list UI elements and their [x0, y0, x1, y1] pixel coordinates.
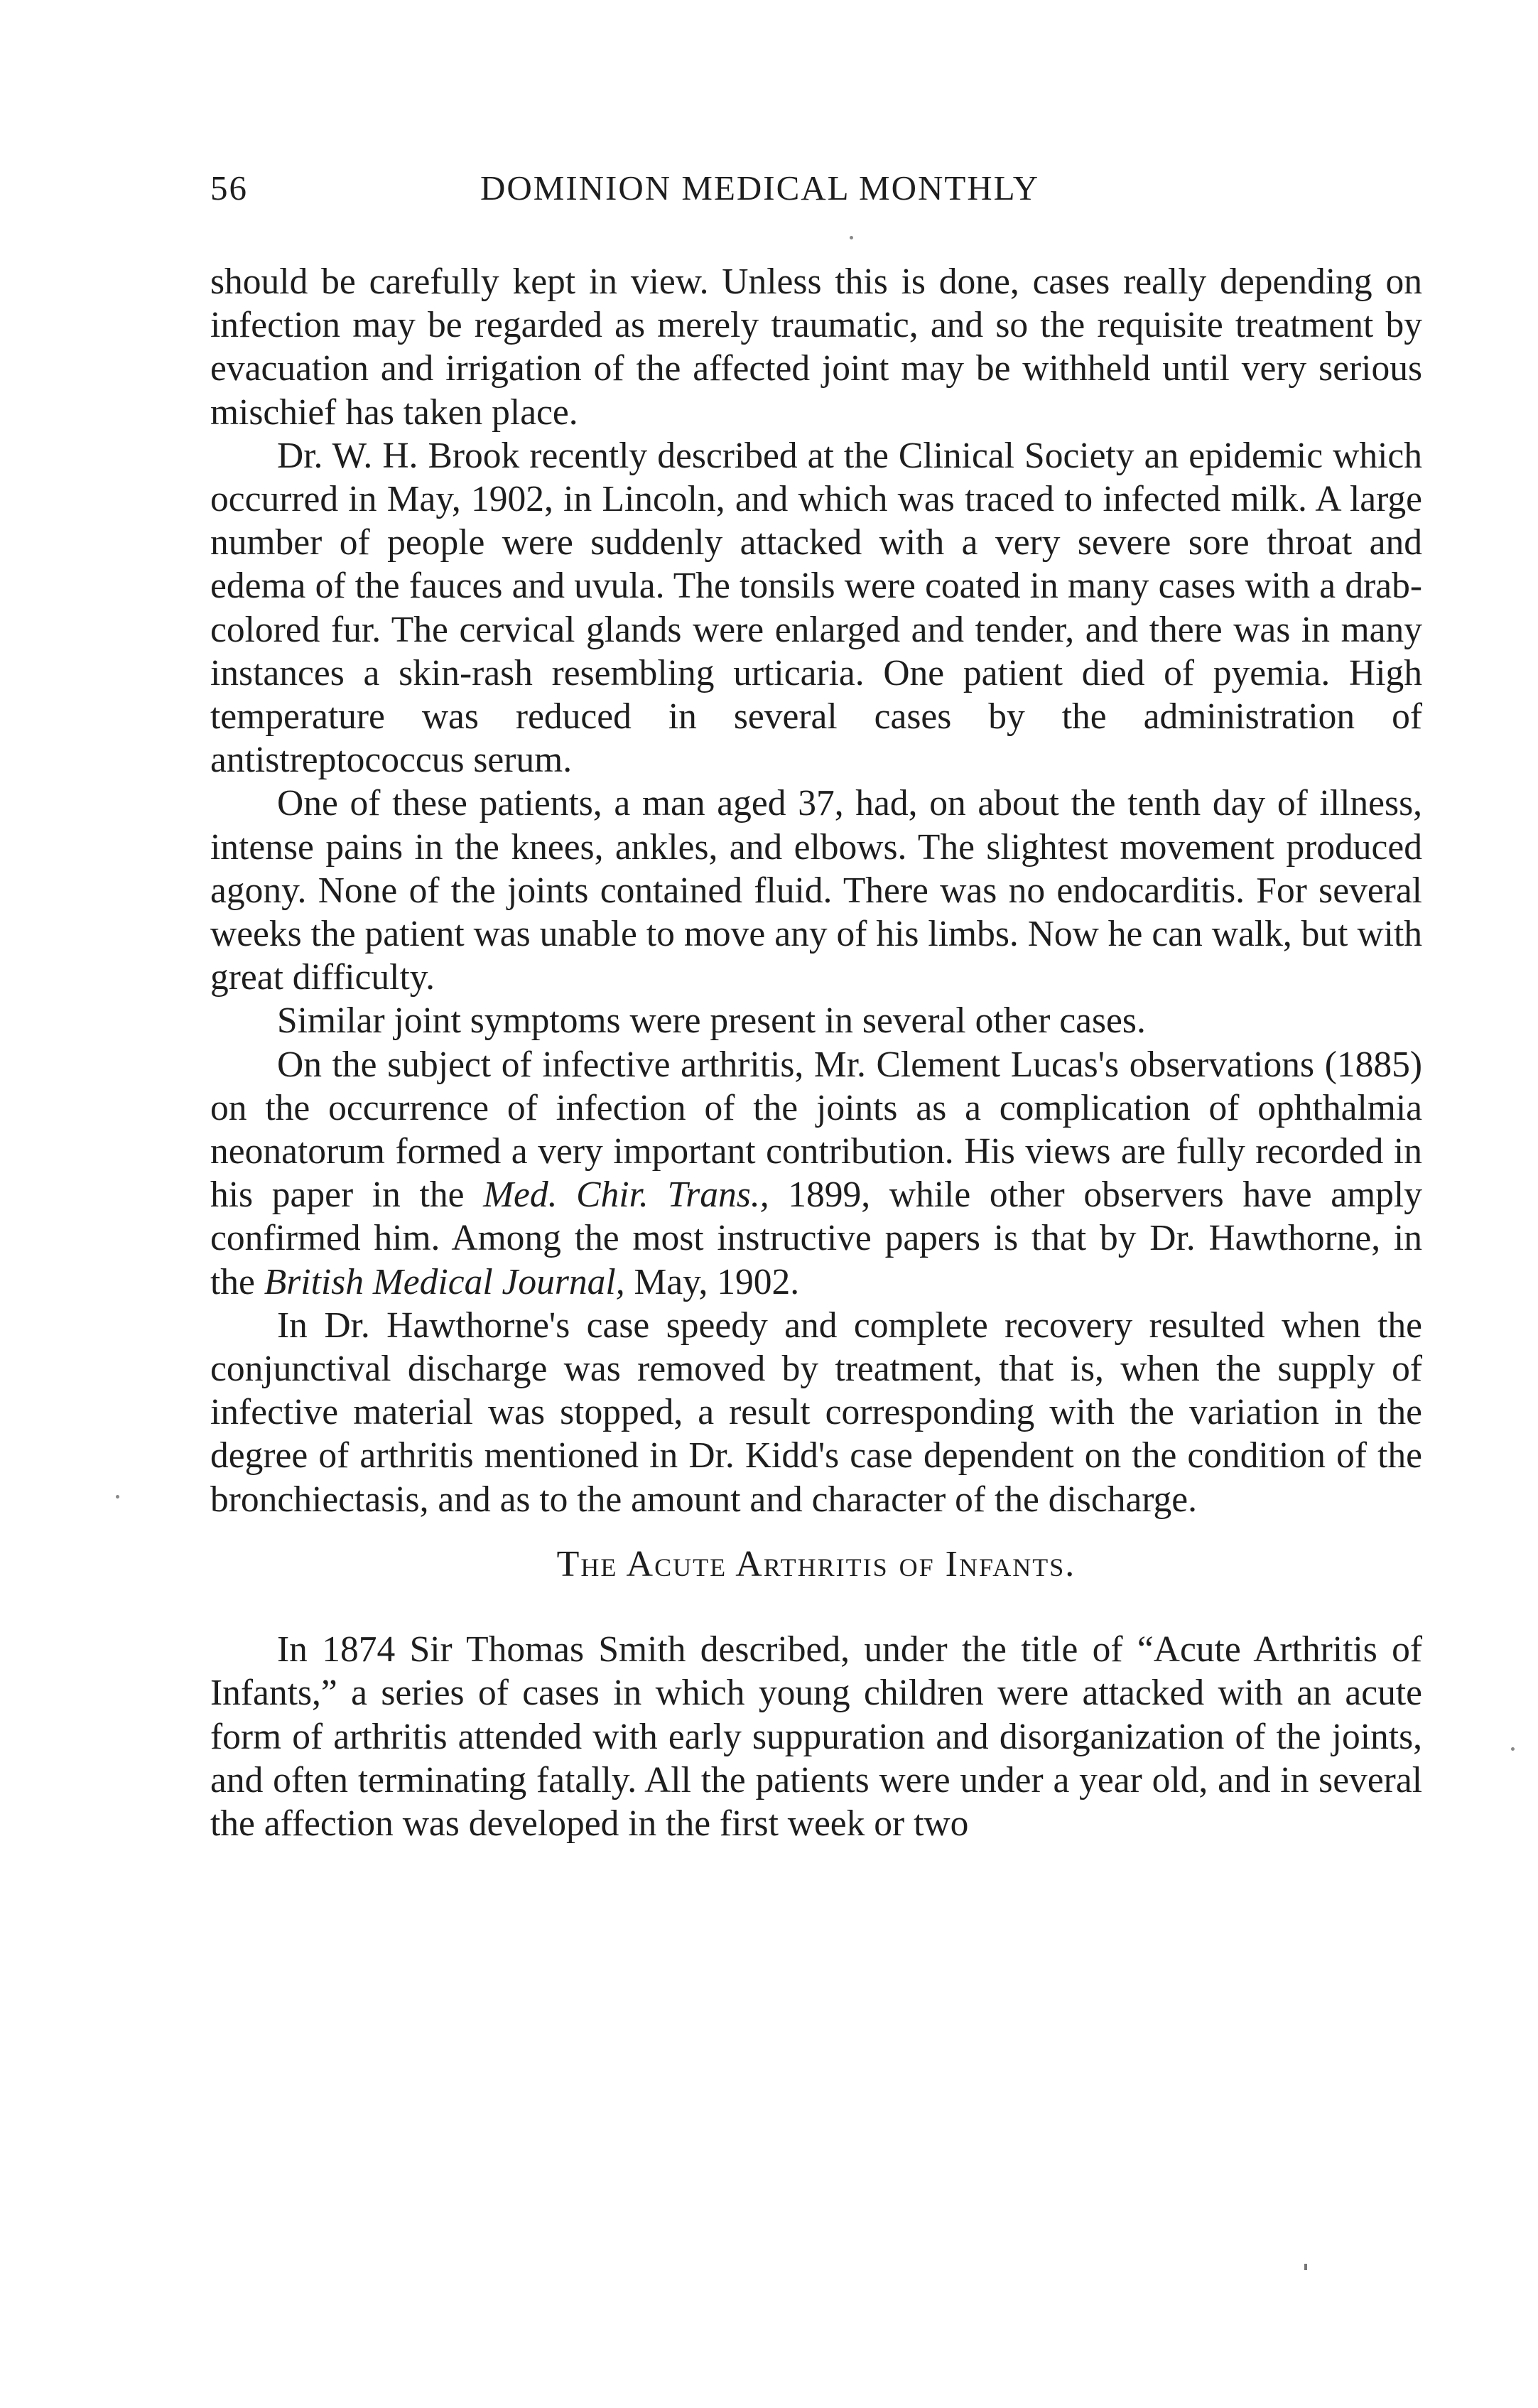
bmj-citation: British Medical Journal, [264, 1261, 625, 1302]
lucas-text-part-1: On the subject of infective arthritis, Mr. Clement Lucas's observations (1885) on the occurrence of infection of the joints as a complication of ophthalmia neonatorum formed a very important contribution. His views are fully recorded in his paper in the [210, 1044, 1422, 1216]
paragraph-brook-epidemic: Dr. W. H. Brook recently described at the Clinical Society an epidemic which occurred in May, 1902, in Lincoln, and which was traced to infected milk. A large number of people were suddenly attacked with a very severe sore throat and edema of the fauces and uvula. The tonsils were coated in many cases with a drab-colored fur. The cervical glands were enlarged and tender, and there was in many instances a skin-rash resembling urticaria. One patient died of pyemia. High temperature was reduced in several cases by the administration of antistreptococcus serum. [210, 435, 1422, 781]
margin-speck [116, 1495, 119, 1499]
paragraph-patient-case: One of these patients, a man aged 37, had, on about the tenth day of illness, intense pains in the knees, ankles, and elbows. The slightest movement produced agony. None of the joints contained fluid. There was no endocarditis. For several weeks the patient was unable to move any of his limbs. Now he can walk, but with great difficulty. [210, 783, 1422, 998]
margin-speck [850, 236, 853, 239]
lucas-text-part-3: May, 1902. [624, 1261, 800, 1302]
body-text [210, 260, 1422, 1845]
paragraph-infants-arthritis: In 1874 Sir Thomas Smith described, under the title of “Acute Arthritis of Infants,” a series of cases in which young children were attacked with an acute form of arthritis attended with early suppuration and disorganization of the joints, and often terminating fatally. All the patients were under a year old, and in several the affection was developed in the first week or two [210, 1629, 1422, 1844]
print-mark [1304, 2264, 1307, 2270]
med-chir-trans-citation: Med. Chir. Trans., [483, 1175, 769, 1216]
margin-speck [1511, 1747, 1515, 1751]
running-head [210, 168, 1422, 210]
page-number: 56 [210, 168, 248, 207]
paragraph-continuation: should be carefully kept in view. Unless this is done, cases really depending on infection may be regarded as merely traumatic, and so the requisite treatment by evacuation and irrigation of the affected joint may be withheld until very serious mischief has taken place. [210, 261, 1422, 433]
journal-title: DOMINION MEDICAL MONTHLY [480, 168, 1040, 207]
paragraph-similar-symptoms: Similar joint symptoms were present in several other cases. [277, 1000, 1146, 1042]
paragraph-hawthorne-case: In Dr. Hawthorne's case speedy and complete recovery resulted when the conjunctival discharge was removed by treatment, that is, when the supply of infective material was stopped, a result corresponding with the variation in the degree of arthritis mentioned in Dr. Kidd's case dependent on the condition of the bronchiectasis, and as to the amount and character of the discharge. [210, 1305, 1422, 1520]
paragraph-lucas-observations [210, 1043, 1422, 1304]
lucas-text-part-2: 1899, while other observers have amply confirmed him. Among the most instructive papers is that by Dr. Hawthorne, in the [210, 1175, 1422, 1302]
section-heading: The Acute Arthritis of Infants. [556, 1543, 1076, 1584]
